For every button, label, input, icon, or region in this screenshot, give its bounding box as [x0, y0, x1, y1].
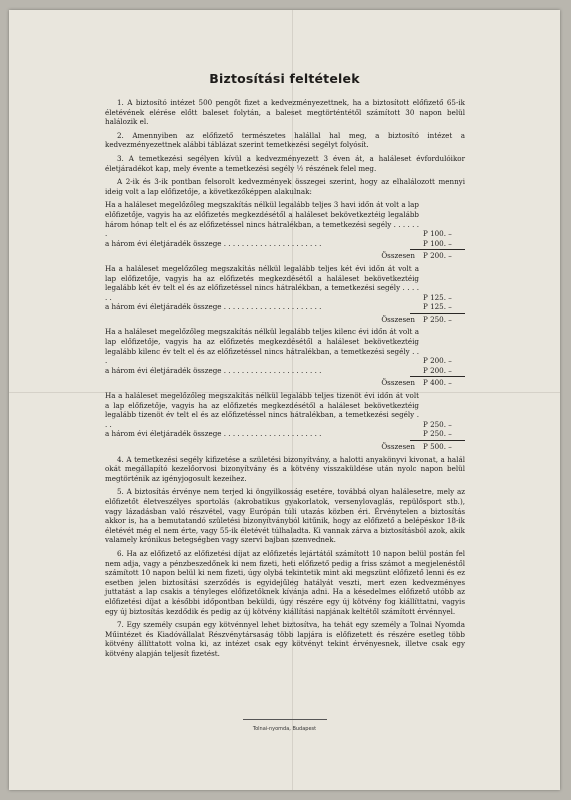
- document-page: [9, 10, 560, 790]
- tier-annuity-row: [105, 302, 465, 312]
- tier-funeral-amount: P 100. –: [423, 229, 452, 239]
- tier-funeral-amount: P 250. –: [423, 419, 452, 429]
- sum-rule: [410, 440, 465, 441]
- benefit-tier: [105, 391, 465, 452]
- paragraph-7: 7. Egy személy csupán egy kötvénnyel lehet biztosítva, ha tehát egy személy a Tolnai Nyomda Műintézet és Kiadóvállalat Részvénytársaság több lapjára is előfizetett és részére esetleg több kötvény állíttatott volna ki, az intézet csak egy kötvényt tekint érvényesnek, illetve csak egy kötvény alapján teljesít fizetést.: [105, 620, 465, 658]
- tier-annuity-row: [105, 366, 465, 376]
- paragraph-2: 2. Amennyiben az előfizető természetes halállal hal meg, a biztosító intézet a kedvezményezettnek alábbi táblázat szerint temetkezési segélyt folyósít.: [105, 130, 465, 150]
- tier-funeral-row: [105, 327, 465, 365]
- sum-rule: [410, 376, 465, 377]
- tier-condition-text: Ha a haláleset megelőzőleg megszakítás nélkül legalább teljes kilenc évi időn át volt a lap előfizetője, vagyis ha az előfizetés megkezdésétől a haláleset bekövetkeztéig legalább kilenc év telt el és az előfizetéssel nincs hátralékban, a temetkezési segély . . .: [105, 327, 419, 366]
- benefit-tier: [105, 200, 465, 261]
- paragraph-3-continued: A 2-ik és 3-ik pontban felsorolt kedvezmények összegei szerint, hogy az elhalálozott mennyi ideig volt a lap előfizetője, a következőképpen alakulnak:: [105, 177, 465, 196]
- tier-annuity-label: a három évi életjáradék összege . . . . . . . . . . . . . . . . . . . . . .: [105, 429, 322, 439]
- tier-funeral-amount: P 125. –: [423, 292, 452, 302]
- tier-total-amount: P 250. –: [423, 314, 452, 324]
- tier-total-row: [105, 315, 465, 325]
- tier-annuity-row: [105, 239, 465, 249]
- tier-funeral-row: [105, 200, 465, 238]
- footer-divider: [243, 719, 327, 720]
- tier-total-row: [105, 442, 465, 452]
- tier-total-label: Összesen: [381, 251, 415, 261]
- tier-condition-text: Ha a haláleset megelőzőleg megszakítás nélkül legalább teljes tizenöt évi időn át volt a lap előfizetője, vagyis ha az előfizetés megkezdésétől a haláleset bekövetkeztéig legalább tizenöt év telt el és az előfizetéssel nincs hátralékban, a temetkezési segély . . .: [105, 391, 419, 429]
- tier-funeral-row: [105, 264, 465, 302]
- tier-funeral-row: [105, 391, 465, 429]
- paragraph-5: 5. A biztosítás érvénye nem terjed ki öngyilkosság esetére, továbbá olyan halálesetre, mely az előfizetőt életveszélyes sportolás (akrobatikus gyakorlatok, versenylovaglás, repülősport stb.), vagy lázadásban való részvétel, vagy Európán túli utazás közben éri. Érvénytelen a biztosítás akkor is, ha a bemutatandó születési bizonyítványból kitűnik, hogy az előfizető a belépéskor 18-ik életévét még el nem érte, vagy 55-ik életévét túlhaladta. Ki vannak zárva a biztosításból azok, akik valamely krónikus betegségben vagy szervi bajban szenvednek.: [105, 487, 465, 545]
- tier-condition-text: Ha a haláleset megelőzőleg megszakítás nélkül legalább teljes 3 havi időn át volt a lap előfizetője, vagyis ha az előfizetés megkezdésétől a haláleset bekövetkeztéig legalább három hónap telt el és az előfizetéssel nincs hátralékban, a temetkezési segély . . . . . . .: [105, 200, 419, 239]
- tier-total-amount: P 200. –: [423, 251, 452, 261]
- tier-total-amount: P 500. –: [423, 442, 452, 451]
- benefit-tier: [105, 264, 465, 325]
- tier-annuity-label: a három évi életjáradék összege . . . . . . . . . . . . . . . . . . . . . .: [105, 365, 322, 375]
- printer-imprint: Tolnai-nyomda, Budapest: [252, 726, 317, 732]
- tier-annuity-amount: P 125. –: [423, 302, 452, 312]
- tier-condition-text: Ha a haláleset megelőzőleg megszakítás nélkül legalább teljes két évi időn át volt a lap előfizetője, vagyis ha az előfizetés megkezdésétől a haláleset bekövetkeztéig legalább két év telt el és az előfizetéssel nincs hátralékban, a temetkezési segély . . . . . .: [105, 263, 419, 302]
- tier-total-label: Összesen: [381, 314, 415, 324]
- tier-annuity-amount: P 200. –: [423, 365, 452, 375]
- body-text: [105, 98, 465, 662]
- paragraph-3: 3. A temetkezési segélyen kívül a kedvezményezett 3 éven át, a haláleset évfordulóikor életjáradékot kap, mely évente a temetkezési segély ½ részének felel meg.: [105, 153, 465, 173]
- tier-total-label: Összesen: [381, 378, 415, 388]
- sum-rule: [410, 313, 465, 314]
- tier-total-row: [105, 251, 465, 261]
- tier-funeral-amount: P 200. –: [423, 356, 452, 366]
- paragraph-1: 1. A biztosító intézet 500 pengőt fizet a kedvezményezettnek, ha a biztosított előfizető 65-ik életévének elérése előtt baleset folytán, a baleset megtörténtétől számított 30 napon belül halálozik el.: [105, 98, 465, 127]
- tier-total-amount: P 400. –: [423, 378, 452, 388]
- sum-rule: [410, 249, 465, 250]
- paragraph-4: 4. A temetkezési segély kifizetése a születési bizonyítvány, a halotti anyakönyvi kivonat, a halál okát megállapító kezelőorvosi bizonyítvány és a kötvény visszaküldése után nyolc napon belül megtörténik az igényjogosult kezeihez.: [105, 454, 465, 483]
- paragraph-6: 6. Ha az előfizető az előfizetési díjat az előfizetés lejártától számított 10 napon belül postán fel nem adja, vagy a pénzbeszedőnek ki nem fizeti, heti előfizető pedig a friss számot a megjelenéstől számított 10 napon belül ki nem fizeti, úgy olybá tekintetik mint aki megszünt előfizető lenni és ez esetben jelen biztosítási szerződés is egyidejűleg hatályát veszti, mert ezen kedvezményes juttatást a lap csakis a tényleges előfizetőknek kívánja adni. Ha a késedelmes előfizető utóbb az előfizetési díjat a későbbi időpontban beküldi, úgy részére egy új kötvény fog kiállíttatni, vagyis egy új biztosítás kezdődik és pedig az új kötvény kiállítási napjának keltétől számított érvénnyel.: [105, 548, 465, 616]
- tier-annuity-label: a három évi életjáradék összege . . . . . . . . . . . . . . . . . . . . . .: [105, 302, 322, 312]
- benefit-tier: [105, 327, 465, 388]
- tier-total-label: Összesen: [381, 442, 415, 451]
- page-title: Biztosítási feltételek: [209, 71, 360, 86]
- tier-annuity-amount: P 250. –: [423, 429, 452, 439]
- tier-total-row: [105, 378, 465, 388]
- tier-annuity-label: a három évi életjáradék összege . . . . . . . . . . . . . . . . . . . . . .: [105, 238, 322, 248]
- tier-annuity-amount: P 100. –: [423, 238, 452, 248]
- tier-annuity-row: [105, 429, 465, 439]
